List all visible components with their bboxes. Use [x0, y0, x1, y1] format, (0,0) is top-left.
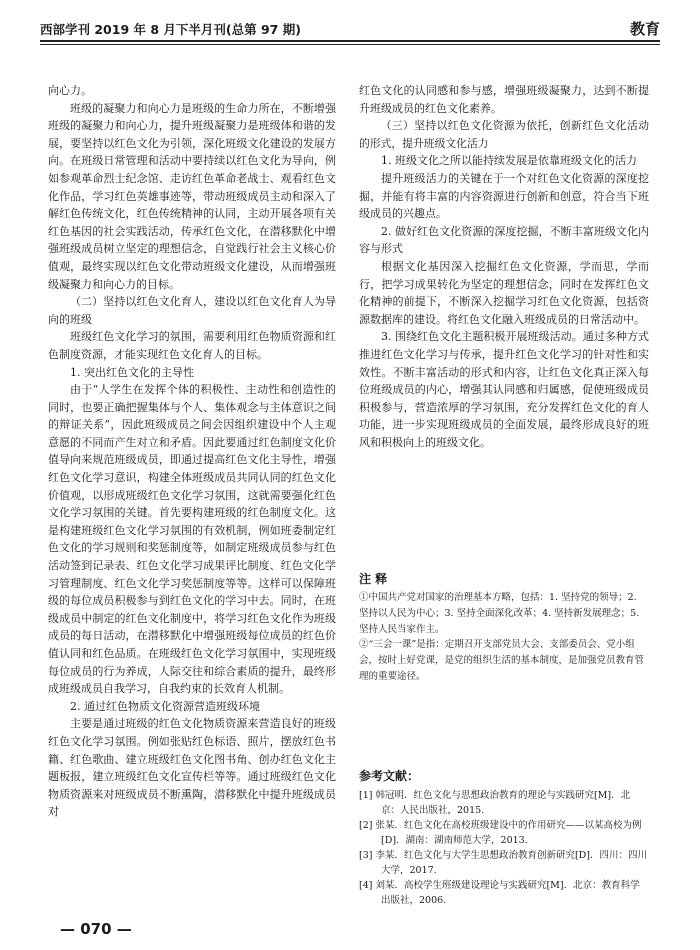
reference-item: [3] 李某．红色文化与大学生思想政治教育创新研究[D]．四川：四川大学，2017. — [359, 850, 648, 876]
references-heading: 参考文献： — [359, 769, 420, 783]
paragraph: 向心力。 — [48, 84, 92, 97]
page-number: — 070 — — [60, 920, 132, 938]
paragraph: 主要是通过班级的红色文化物质资源来营造良好的班级红色文化学习氛围。例如张贴红色标语、照片，摆放红色书籍、红色歌曲、建立班级红色文化图书角、创办红色文化主题板报，建立班级红色文化宣传栏等等。通过班级红色文化物质资源来对班级成员不断熏陶，潜移默化中提升班级成员对 — [48, 717, 336, 819]
section-heading: （三）坚持以红色文化资源为依托，创新红色文化活动的形式，提升班级文化活力 — [359, 119, 649, 150]
page-header — [40, 10, 660, 44]
section-heading: （二）坚持以红色文化育人，建设以红色文化育人为导向的班级 — [48, 295, 336, 326]
journal-title: 西部学刊 2019 年 8 月下半月刊(总第 97 期) — [40, 22, 301, 37]
left-column — [48, 82, 336, 821]
paragraph: 班级红色文化学习的氛围，需要利用红色物质资源和红色制度资源，才能实现红色文化育人的目标。 — [48, 330, 336, 361]
note-item: ①中国共产党对国家的治理基本方略，包括：1. 坚持党的领导；2. 坚持以人民为中心；3. 坚持全面深化改革；4. 坚持新发展理念；5. 坚持人民当家作主。 — [359, 592, 640, 635]
note-item: ②“三会一课”是指：定期召开支部党员大会、支部委员会、党小组会，按时上好党课，是党的组织生活的基本制度，是加强党员教育管理的重要途径。 — [359, 639, 645, 682]
paragraph: 班级的凝聚力和向心力是班级的生命力所在，不断增强班级的凝聚力和向心力，提升班级凝聚力是班级体和谐的发展，要坚持以红色文化为引领，深化班级文化建设的发展方向。在班级日常管理和活动中要持续以红色文化为导向，例如参观革命烈士纪念馆、走访红色革命老战士、观看红色文化作品，学习红色英雄事迹等，带动班级成员主动和深入了解红色传统文化，红色传统精神的认同，主动开展各项有关红色基因的社会实践活动，传承红色文化，在潜移默化中增强班级成员树立坚定的理想信念，自觉践行社会主义核心价值观，最终实现以红色文化带动班级文化建设，从而增强班级凝聚力和向心力的目标。 — [48, 101, 336, 291]
section-label: 教育 — [629, 20, 660, 38]
notes-list — [359, 590, 649, 685]
header-rule — [40, 40, 660, 42]
section-heading: 2. 做好红色文化资源的深度挖掘，不断丰富班级文化内容与形式 — [359, 224, 649, 256]
references-list — [359, 789, 649, 909]
paragraph: 红色文化的认同感和参与感，增强班级凝聚力，达到不断提升班级成员的红色文化素养。 — [359, 84, 649, 115]
paragraph: 由于“人学生在发挥个体的积极性、主动性和创造性的同时，也要正确把握集体与个人、集体观念与主体意识之间的辩证关系”，因此班级成员之间会因组织建设中个人主观意愿的不同而产生对立和矛盾。因此要通过红色制度文化价值导向来规范班级成员，即通过提高红色文化主导性，增强红色文化学习意识，构建全体班级成员共同认同的红色文化价值观，以形成班级红色文化学习氛围，这就需要强化红色文化学习氛围的关键。首先要构建班级的红色制度文化。这是构建班级红色文化学习氛围的有效机制，例如班委制定红色文化的学习规则和奖惩制度等，如制定班级成员参与红色活动签到记录表、红色文化学习成果评比制度、红色文化学习管理制度、红色文化学习奖惩制度等等。这样可以保障班级的每位成员积极参与到红色文化的学习中去。同时，在班级成员中制定的红色文化制度中，将学习红色文化作为班级成员的每日活动，在潜移默化中增强班级每位成员的红色价值认同和红色品质。在班级红色文化学习氛围中，实现班级每位成员的行为养成，人际交往和综合素质的提升，最终形成班级成员自我学习，自我约束的长效育人机制。 — [48, 383, 336, 696]
section-heading: 1. 班级文化之所以能持续发展是依靠班级文化的活力 — [381, 154, 637, 168]
notes-heading: 注 释 — [359, 572, 388, 586]
header-rule-thin — [40, 44, 660, 45]
reference-item: [1] 韩冠明．红色文化与思想政治教育的理论与实践研究[M]．北京：人民出版社，2015. — [359, 790, 631, 816]
section-heading: 1. 突出红色文化的主导性 — [70, 365, 194, 379]
paragraph: 3. 围绕红色文化主题积极开展班级活动。通过多种方式推进红色文化学习与传承，提升红色文化学习的针对性和实效性。不断丰富活动的形式和内容，让红色文化真正深入每位班级成员的内心，增强其认同感和归属感，促使班级成员积极参与，营造浓厚的学习氛围，充分发挥红色文化的育人功能，进一步实现班级成员的全面发展，最终形成良好的班风和积极向上的班级文化。 — [359, 330, 649, 449]
reference-item: [4] 刘某．高校学生班级建设理论与实践研究[M]．北京：教育科学出版社，2006. — [359, 880, 640, 906]
paragraph: 提升班级活力的关键在于一个对红色文化资源的深度挖掘，并能有将丰富的内容资源进行创新和创意，符合当下班级成员的兴趣点。 — [359, 171, 649, 221]
section-heading: 2. 通过红色物质文化资源营造班级环境 — [70, 699, 260, 713]
reference-item: [2] 张某．红色文化在高校班级建设中的作用研究——以某高校为例[D]．湖南：湖南师范大学，2013. — [359, 820, 642, 846]
paragraph: 根据文化基因深入挖掘红色文化资源，学而思，学而行，把学习成果转化为坚定的理想信念，同时在发挥红色文化精神的前提下，不断深入挖掘学习红色文化资源，包括资源数据库的建设。将红色文化融入班级成员的日常活动中。 — [359, 259, 649, 326]
right-column — [359, 82, 649, 451]
